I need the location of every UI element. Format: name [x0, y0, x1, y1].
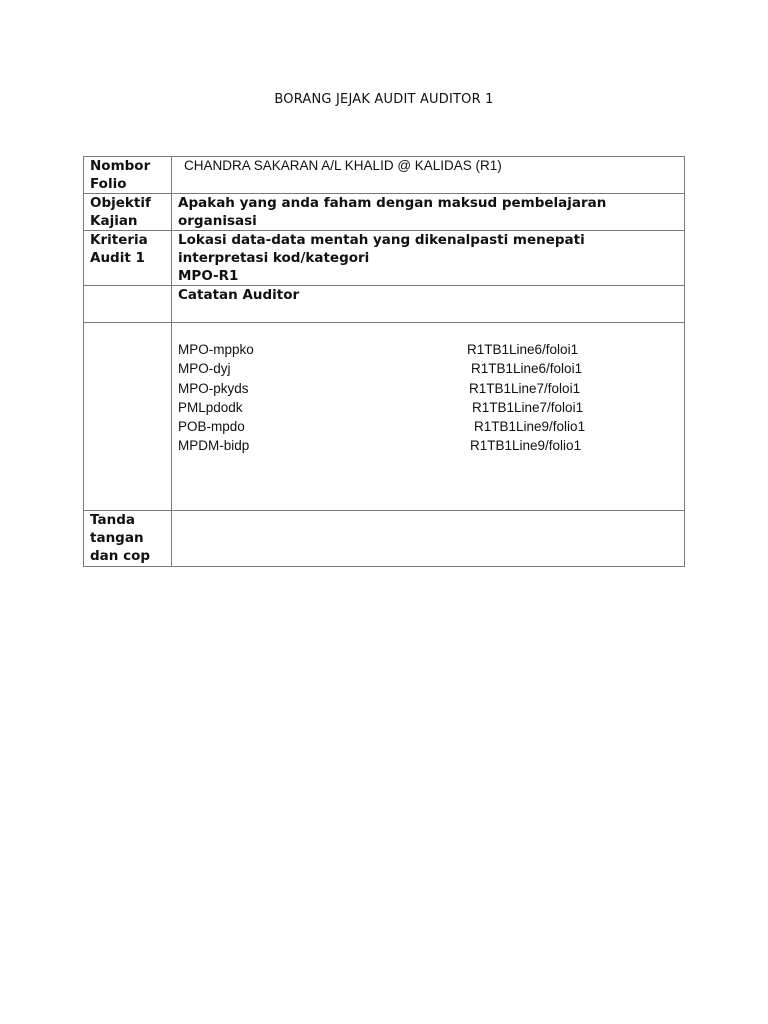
label-cell-signature [84, 511, 172, 567]
label-criteria-line2: Audit 1 [90, 250, 145, 266]
list-item [178, 359, 678, 378]
entry-code: PMLpdodk [178, 399, 243, 415]
entry-code: MPO-mppko [178, 342, 254, 357]
entry-ref: R1TB1Line6/foloi1 [467, 342, 579, 357]
table-row-signature [84, 511, 685, 567]
label-cell-entries [84, 323, 172, 511]
entry-code: MPDM-bidp [178, 438, 250, 454]
label-cell-criteria [84, 231, 172, 286]
label-folio-line1: Nombor [90, 158, 151, 174]
label-signature-line3: dan cop [90, 548, 151, 564]
entries-cell [172, 323, 685, 511]
label-cell-notes [84, 286, 172, 323]
list-item [178, 417, 678, 436]
entry-ref: R1TB1Line9/folio1 [474, 419, 586, 435]
table-row-objective [84, 194, 685, 231]
label-signature-line2: tangan [90, 530, 144, 546]
table-row-criteria [84, 231, 685, 286]
criteria-text-line2: interpretasi kod/kategori [178, 250, 370, 266]
entry-ref: R1TB1Line6/foloi1 [471, 361, 583, 377]
page-title: BORANG JEJAK AUDIT AUDITOR 1 [274, 92, 494, 107]
entry-ref: R1TB1Line7/foloi1 [469, 380, 581, 396]
value-cell-objective [172, 194, 685, 231]
entries-list [178, 340, 678, 456]
audit-trail-table [83, 156, 685, 567]
entry-ref: R1TB1Line7/foloi1 [472, 399, 584, 415]
label-cell-folio [84, 157, 172, 194]
label-objective-line2: Kajian [90, 213, 138, 229]
folio-name: CHANDRA SAKARAN A/L KHALID @ KALIDAS (R1) [184, 158, 502, 173]
table-row-folio [84, 157, 685, 194]
entry-ref: R1TB1Line9/folio1 [470, 438, 582, 454]
criteria-code: MPO-R1 [178, 268, 239, 284]
label-criteria-line1: Kriteria [90, 232, 148, 248]
label-folio-line2: Folio [90, 176, 127, 192]
label-signature-line1: Tanda [90, 512, 135, 528]
signature-cell [172, 511, 685, 567]
list-item [178, 436, 678, 455]
table-row-entries [84, 323, 685, 511]
objective-text-line1: Apakah yang anda faham dengan maksud pembelajaran [178, 195, 607, 211]
label-cell-objective [84, 194, 172, 231]
value-cell-criteria [172, 231, 685, 286]
entry-code: MPO-pkyds [178, 380, 249, 396]
list-item [178, 398, 678, 417]
entry-code: POB-mpdo [178, 419, 245, 435]
label-objective-line1: Objektif [90, 195, 151, 211]
notes-header-cell [172, 286, 685, 323]
value-cell-folio [172, 157, 685, 194]
criteria-text-line1: Lokasi data-data mentah yang dikenalpasti menepati [178, 232, 585, 248]
entry-code: MPO-dyj [178, 361, 231, 377]
table-row-notes-header [84, 286, 685, 323]
list-item [178, 379, 678, 398]
notes-header: Catatan Auditor [178, 287, 300, 303]
list-item [178, 340, 678, 359]
objective-text-line2: organisasi [178, 213, 257, 229]
